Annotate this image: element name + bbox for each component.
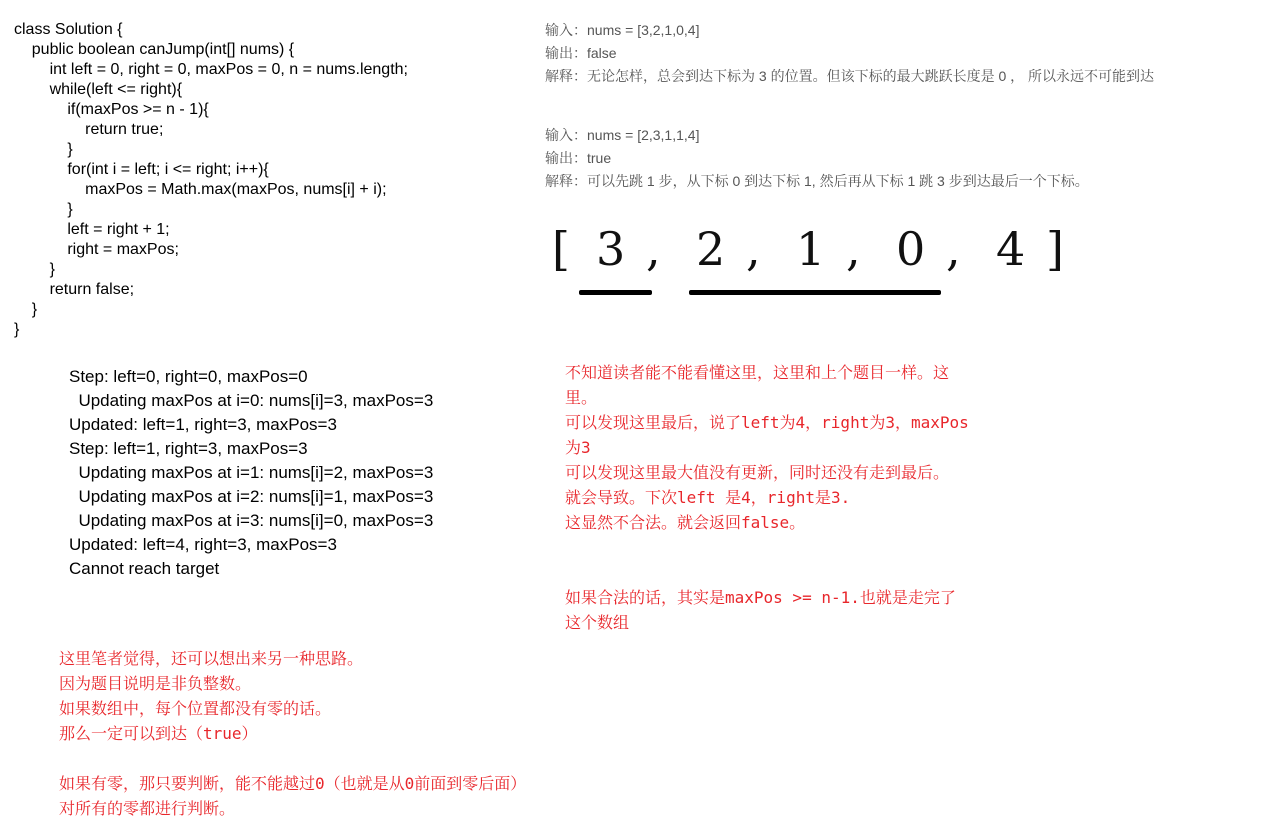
array-comma: , [646,222,661,276]
note-line: 那么一定可以到达（true） [59,724,258,743]
trace-line: Updated: left=4, right=3, maxPos=3 [69,535,337,554]
example-output: 输出：true [545,150,612,166]
code-line: } [14,321,20,338]
trace-line: Step: left=0, right=0, maxPos=0 [69,367,308,386]
range-underline [579,290,652,295]
note-line: 里。 [565,388,598,407]
range-underline [689,290,941,295]
array-element: 4 [996,222,1026,276]
trace-line: Updating maxPos at i=2: nums[i]=1, maxPos=3 [69,487,434,506]
note-line: 如果数组中，每个位置都没有零的话。 [59,699,332,718]
code-line: for(int i = left; i <= right; i++){ [14,161,269,178]
code-line: right = maxPos; [14,241,179,258]
code-line: } [14,261,55,278]
trace-line: Cannot reach target [69,559,220,578]
code-line: } [14,301,38,318]
execution-trace [69,365,433,581]
code-line: return true; [14,121,164,138]
example-1 [545,19,1154,88]
code-line: return false; [14,281,135,298]
array-element: 3 [596,222,626,276]
trace-line: Updating maxPos at i=1: nums[i]=2, maxPos=3 [69,463,434,482]
code-line: } [14,201,73,218]
annotation-note-3 [59,646,526,821]
array-comma: , [746,222,761,276]
code-block [14,20,408,340]
trace-line: Updating maxPos at i=0: nums[i]=3, maxPos=3 [69,391,434,410]
array-element: 0 [896,222,926,276]
code-line: left = right + 1; [14,221,170,238]
array-comma: , [946,222,961,276]
code-line: class Solution { [14,21,123,38]
example-output: 输出：false [545,45,617,61]
code-line: public boolean canJump(int[] nums) { [14,41,295,58]
note-line: 为3 [565,438,591,457]
trace-line: Updating maxPos at i=3: nums[i]=0, maxPos=3 [69,511,434,530]
array-element: 1 [796,222,826,276]
code-line: maxPos = Math.max(maxPos, nums[i] + i); [14,181,387,198]
note-line: 如果合法的话，其实是maxPos >= n-1.也就是走完了 [565,588,956,607]
array-close-bracket: ] [1046,222,1064,276]
example-input: 输入：nums = [3,2,1,0,4] [545,22,700,38]
array-open-bracket: [ [552,222,570,276]
note-line: 可以发现这里最大值没有更新，同时还没有走到最后。 [565,463,950,482]
note-line: 这显然不合法。就会返回false。 [565,513,806,532]
note-line: 这里笔者觉得，还可以想出来另一种思路。 [59,649,364,668]
annotation-note-1 [565,360,969,535]
example-explanation: 解释：可以先跳 1 步，从下标 0 到达下标 1, 然后再从下标 1 跳 3 步到达最后一个下标。 [545,173,1089,189]
note-spacer [59,746,526,771]
note-line: 可以发现这里最后，说了left为4，right为3，maxPos [565,413,969,432]
array-comma: , [846,222,861,276]
note-line: 如果有零，那只要判断，能不能越过0（也就是从0前面到零后面） [59,774,527,793]
note-line: 对所有的零都进行判断。 [59,799,236,818]
array-element: 2 [696,222,726,276]
example-input: 输入：nums = [2,3,1,1,4] [545,127,700,143]
code-line: while(left <= right){ [14,81,183,98]
trace-line: Updated: left=1, right=3, maxPos=3 [69,415,337,434]
note-line: 这个数组 [565,613,630,632]
annotation-note-2 [565,585,956,635]
note-line: 不知道读者能不能看懂这里，这里和上个题目一样。这 [565,363,950,382]
note-line: 因为题目说明是非负整数。 [59,674,252,693]
note-line: 就会导致。下次left 是4，right是3. [565,488,851,507]
example-explanation: 解释：无论怎样，总会到达下标为 3 的位置。但该下标的最大跳跃长度是 0 ， 所以永远不可能到达 [545,68,1155,84]
code-line: if(maxPos >= n - 1){ [14,101,209,118]
trace-line: Step: left=1, right=3, maxPos=3 [69,439,308,458]
example-2 [545,124,1089,193]
code-line: int left = 0, right = 0, maxPos = 0, n = nums.length; [14,61,408,78]
array-illustration [550,218,1080,308]
code-line: } [14,141,73,158]
